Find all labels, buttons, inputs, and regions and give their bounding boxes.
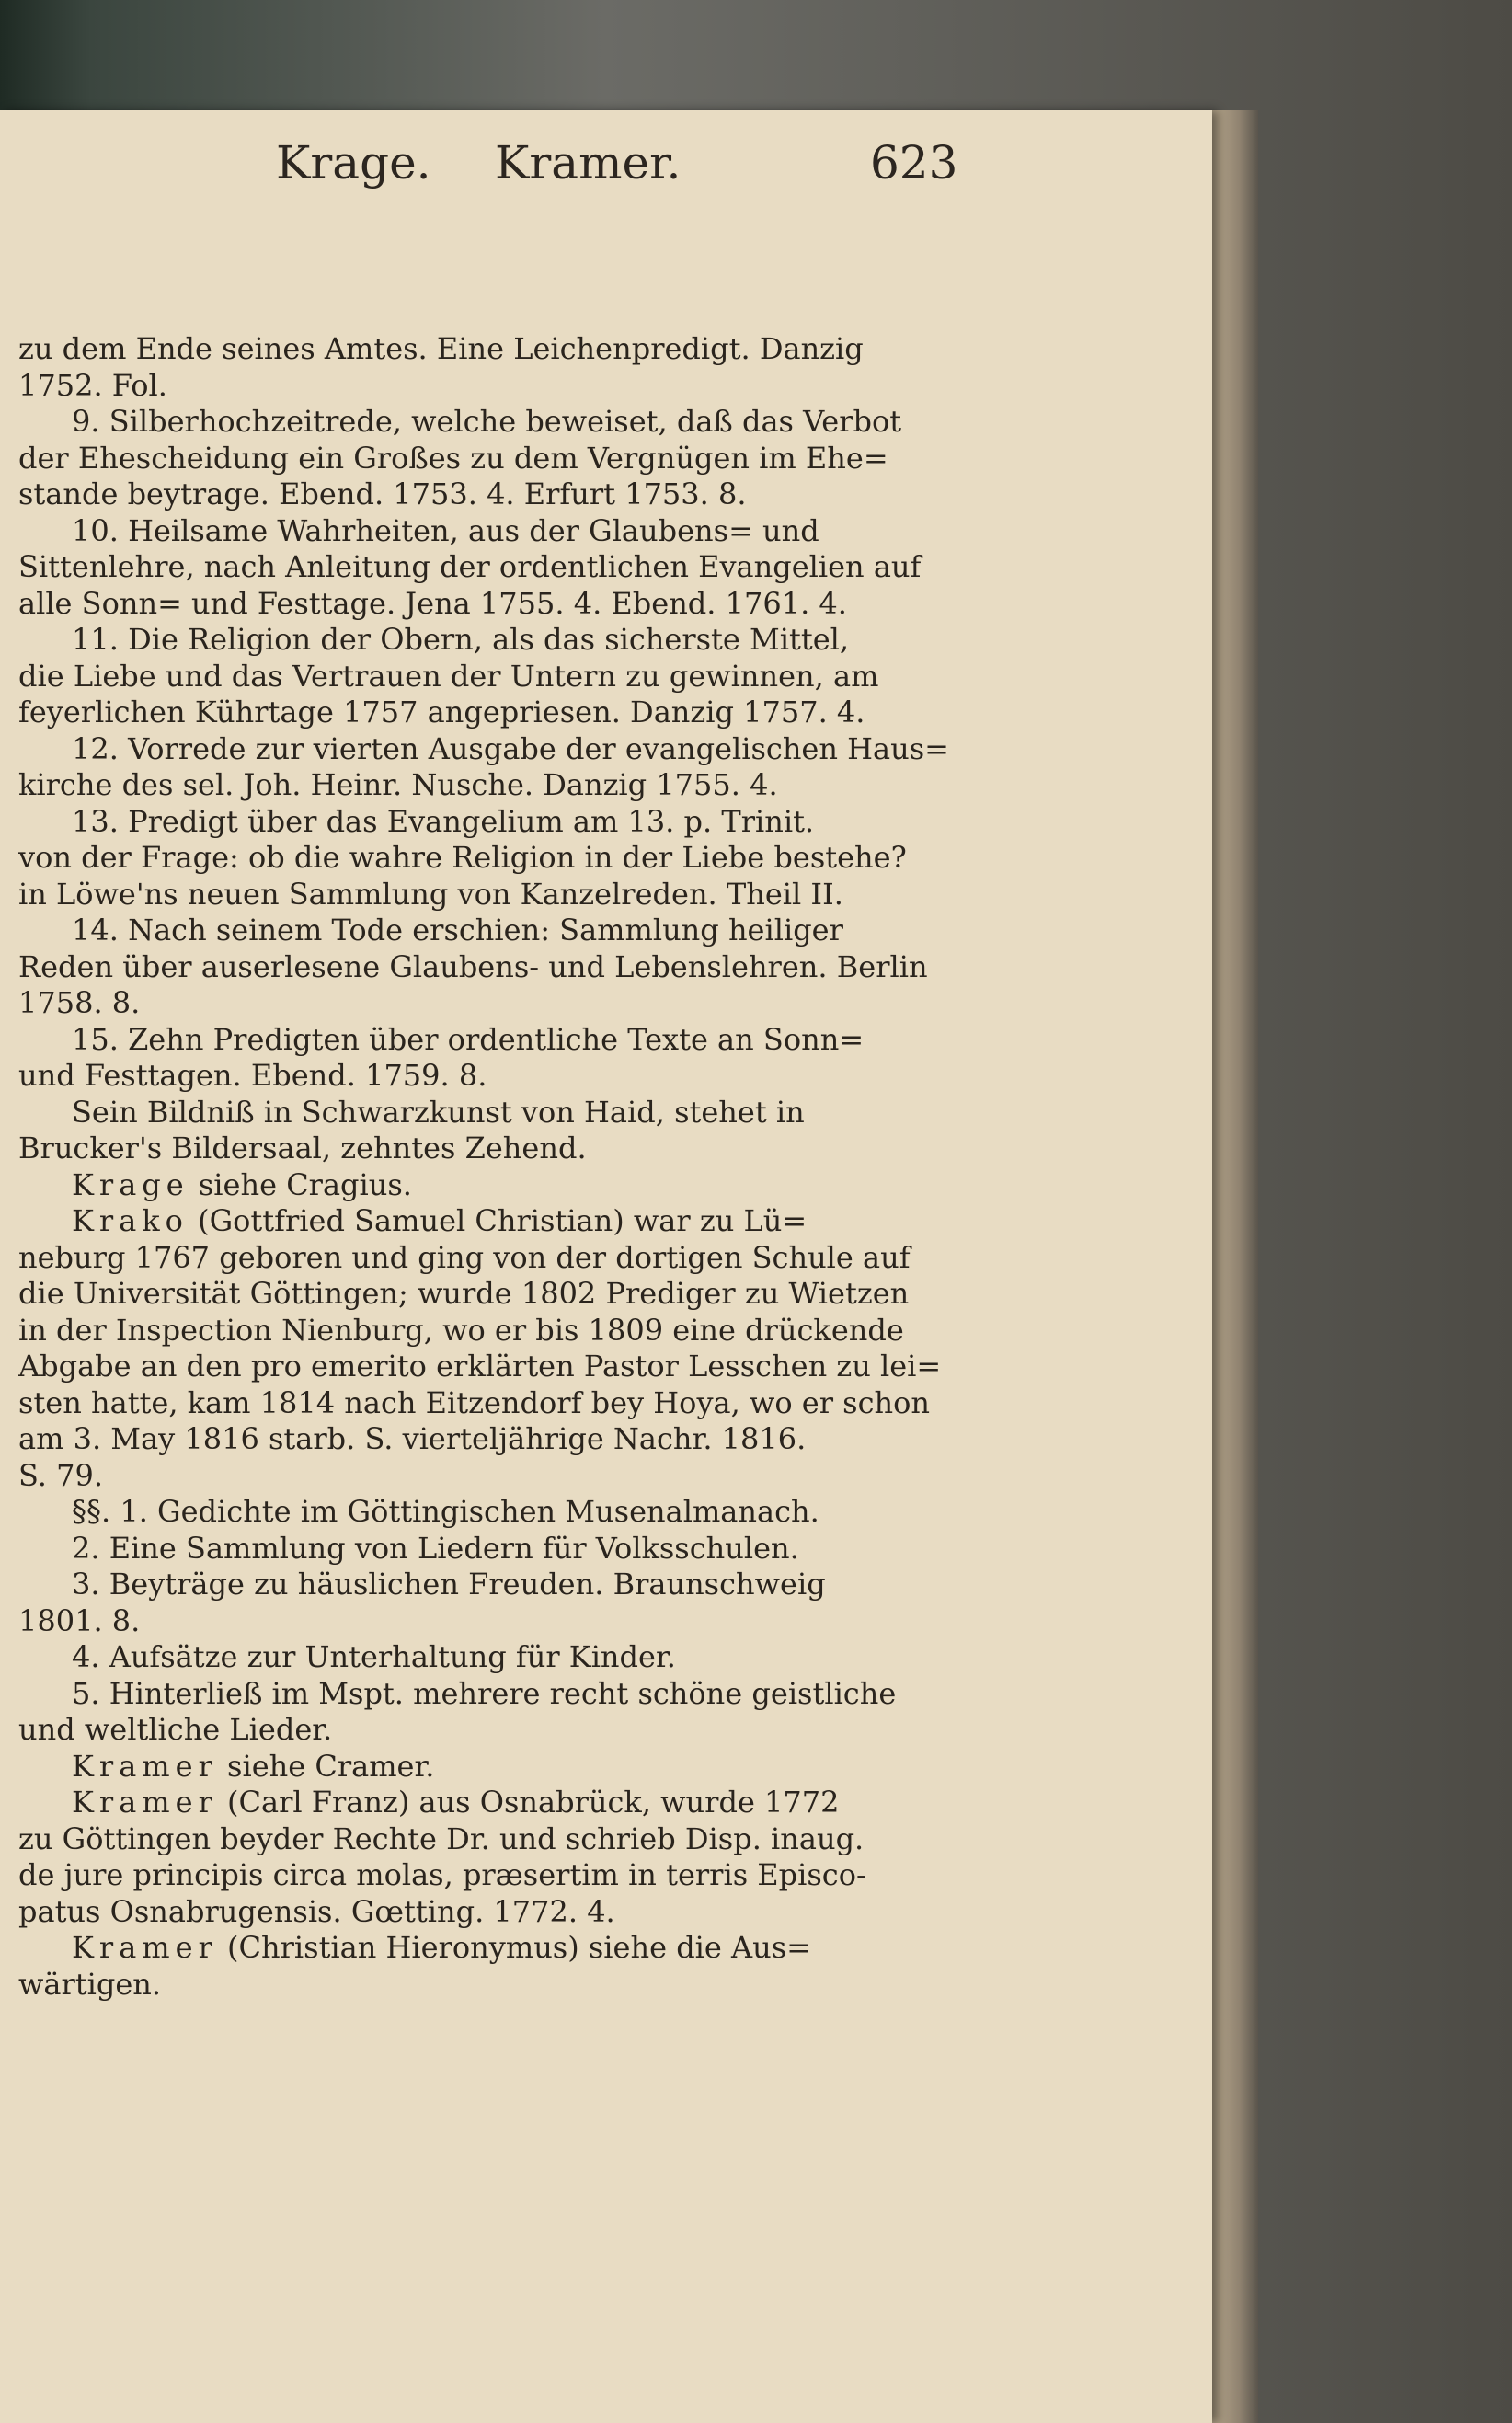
text-line — [18, 1639, 956, 1676]
text-line — [18, 913, 956, 949]
text-line — [18, 1930, 956, 1967]
text-line — [18, 1167, 956, 1204]
line-text: 1801. 8. — [18, 1602, 141, 1638]
line-text: neburg 1767 geboren und ging von der dortigen Schule auf — [18, 1239, 911, 1275]
text-line — [18, 949, 956, 986]
line-text: stande beytrage. Ebend. 1753. 4. Erfurt 1753. 8. — [18, 477, 747, 511]
line-text: Abgabe an den pro emerito erklärten Pastor Lesschen zu lei= — [18, 1349, 942, 1384]
text-line — [18, 1785, 956, 1821]
text-line — [18, 1095, 956, 1131]
text-line — [18, 549, 956, 586]
line-text: §§. 1. Gedichte im Göttingischen Musenalmanach. — [72, 1494, 819, 1529]
text-line — [18, 1240, 956, 1277]
line-text: 3. Beyträge zu häuslichen Freuden. Braunschweig — [72, 1567, 826, 1602]
line-text: 5. Hinterließ im Mspt. mehrere recht schöne geistliche — [72, 1675, 897, 1711]
text-line — [18, 767, 956, 804]
line-text: 1758. 8. — [18, 985, 141, 1020]
text-line — [18, 513, 956, 550]
text-line — [18, 804, 956, 841]
text-line — [18, 622, 956, 659]
line-text: 15. Zehn Predigten über ordentliche Texte an Sonn= — [72, 1021, 865, 1057]
text-line — [18, 1022, 956, 1059]
line-text: zu dem Ende seines Amtes. Eine Leichenpredigt. Danzig — [18, 331, 864, 366]
running-header — [276, 136, 956, 210]
entry-headword: Kramer — [72, 1785, 218, 1820]
line-text: siehe Cragius. — [189, 1166, 412, 1202]
page-number: 623 — [870, 136, 958, 189]
text-line — [18, 1203, 956, 1240]
text-line — [18, 404, 956, 441]
text-line — [18, 1712, 956, 1749]
text-line — [18, 1603, 956, 1640]
text-line — [18, 441, 956, 477]
text-line — [18, 877, 956, 913]
line-text: zu Göttingen beyder Rechte Dr. und schrieb Disp. inaug. — [18, 1820, 865, 1856]
line-text: feyerlichen Kührtage 1757 angepriesen. Danzig 1757. 4. — [18, 695, 865, 729]
text-line — [18, 477, 956, 513]
text-line — [18, 331, 956, 368]
text-line — [18, 1749, 956, 1786]
text-line — [18, 1349, 956, 1385]
text-line — [18, 1313, 956, 1349]
text-line — [18, 1494, 956, 1531]
line-text: Reden über auserlesene Glaubens- und Lebenslehren. Berlin — [18, 948, 928, 984]
line-text: Sittenlehre, nach Anleitung der ordentlichen Evangelien auf — [18, 549, 922, 584]
line-text: Brucker's Bildersaal, zehntes Zehend. — [18, 1131, 587, 1166]
line-text: patus Osnabrugensis. Gœtting. 1772. 4. — [18, 1893, 615, 1929]
line-text: de jure principis circa molas, præsertim in terris Episco- — [18, 1857, 866, 1892]
text-line — [18, 1131, 956, 1167]
line-text: 1752. Fol. — [18, 367, 167, 403]
line-text: siehe Cramer. — [217, 1748, 435, 1784]
text-line — [18, 1531, 956, 1567]
text-line — [18, 1276, 956, 1313]
entry-headword: Krage — [72, 1166, 189, 1202]
line-text: 14. Nach seinem Tode erschien: Sammlung heiliger — [72, 913, 843, 947]
entry-headword: Kramer — [72, 1748, 218, 1784]
text-line — [18, 1458, 956, 1495]
line-text: sten hatte, kam 1814 nach Eitzendorf bey Hoya, wo er schon — [18, 1384, 930, 1420]
line-text: und weltliche Lieder. — [18, 1712, 333, 1747]
line-text: (Christian Hieronymus) siehe die Aus= — [217, 1930, 811, 1965]
text-line — [18, 659, 956, 695]
line-text: (Carl Franz) aus Osnabrück, wurde 1772 — [217, 1785, 840, 1820]
text-line — [18, 1058, 956, 1095]
line-text: und Festtagen. Ebend. 1759. 8. — [18, 1058, 487, 1093]
header-left-word: Krage. — [276, 136, 431, 189]
line-text: 2. Eine Sammlung von Liedern für Volksschulen. — [72, 1530, 799, 1566]
line-text: 11. Die Religion der Obern, als das sicherste Mittel, — [72, 622, 850, 657]
line-text: (Gottfried Samuel Christian) war zu Lü= — [188, 1203, 808, 1238]
text-line — [18, 1385, 956, 1422]
body-text — [18, 331, 956, 2003]
text-line — [18, 695, 956, 731]
line-text: 10. Heilsame Wahrheiten, aus der Glaubens= und — [72, 512, 819, 548]
line-text: 13. Predigt über das Evangelium am 13. p. Trinit. — [72, 803, 815, 839]
line-text: alle Sonn= und Festtage. Jena 1755. 4. Ebend. 1761. 4. — [18, 585, 847, 621]
line-text: in der Inspection Nienburg, wo er bis 1809 eine drückende — [18, 1312, 904, 1348]
line-text: 4. Aufsätze zur Unterhaltung für Kinder. — [72, 1639, 676, 1674]
text-line — [18, 1894, 956, 1931]
line-text: 12. Vorrede zur vierten Ausgabe der evangelischen Haus= — [72, 730, 949, 766]
text-line — [18, 368, 956, 405]
text-line — [18, 985, 956, 1022]
line-text: am 3. May 1816 starb. S. vierteljährige Nachr. 1816. — [18, 1421, 807, 1456]
header-middle-word: Kramer. — [495, 136, 682, 189]
text-line — [18, 1567, 956, 1603]
line-text: Sein Bildniß in Schwarzkunst von Haid, stehet in — [72, 1094, 805, 1130]
line-text: 9. Silberhochzeitrede, welche beweiset, daß das Verbot — [72, 404, 902, 439]
text-line — [18, 840, 956, 877]
book-page-edge — [1212, 110, 1258, 2423]
line-text: kirche des sel. Joh. Heinr. Nusche. Danzig 1755. 4. — [18, 767, 778, 802]
text-line — [18, 1676, 956, 1713]
line-text: in Löwe'ns neuen Sammlung von Kanzelreden. Theil II. — [18, 876, 843, 912]
text-line — [18, 1821, 956, 1858]
text-line — [18, 731, 956, 768]
entry-headword: Krako — [72, 1203, 189, 1238]
text-line — [18, 1421, 956, 1458]
line-text: von der Frage: ob die wahre Religion in der Liebe bestehe? — [18, 840, 907, 875]
text-line — [18, 1857, 956, 1894]
text-line — [18, 1967, 956, 2004]
line-text: wärtigen. — [18, 1966, 162, 2002]
entry-headword: Kramer — [72, 1930, 218, 1965]
line-text: S. 79. — [18, 1457, 104, 1493]
line-text: die Universität Göttingen; wurde 1802 Prediger zu Wietzen — [18, 1276, 910, 1311]
text-line — [18, 586, 956, 623]
line-text: der Ehescheidung ein Großes zu dem Vergnügen im Ehe= — [18, 440, 888, 476]
line-text: die Liebe und das Vertrauen der Untern zu gewinnen, am — [18, 658, 879, 694]
